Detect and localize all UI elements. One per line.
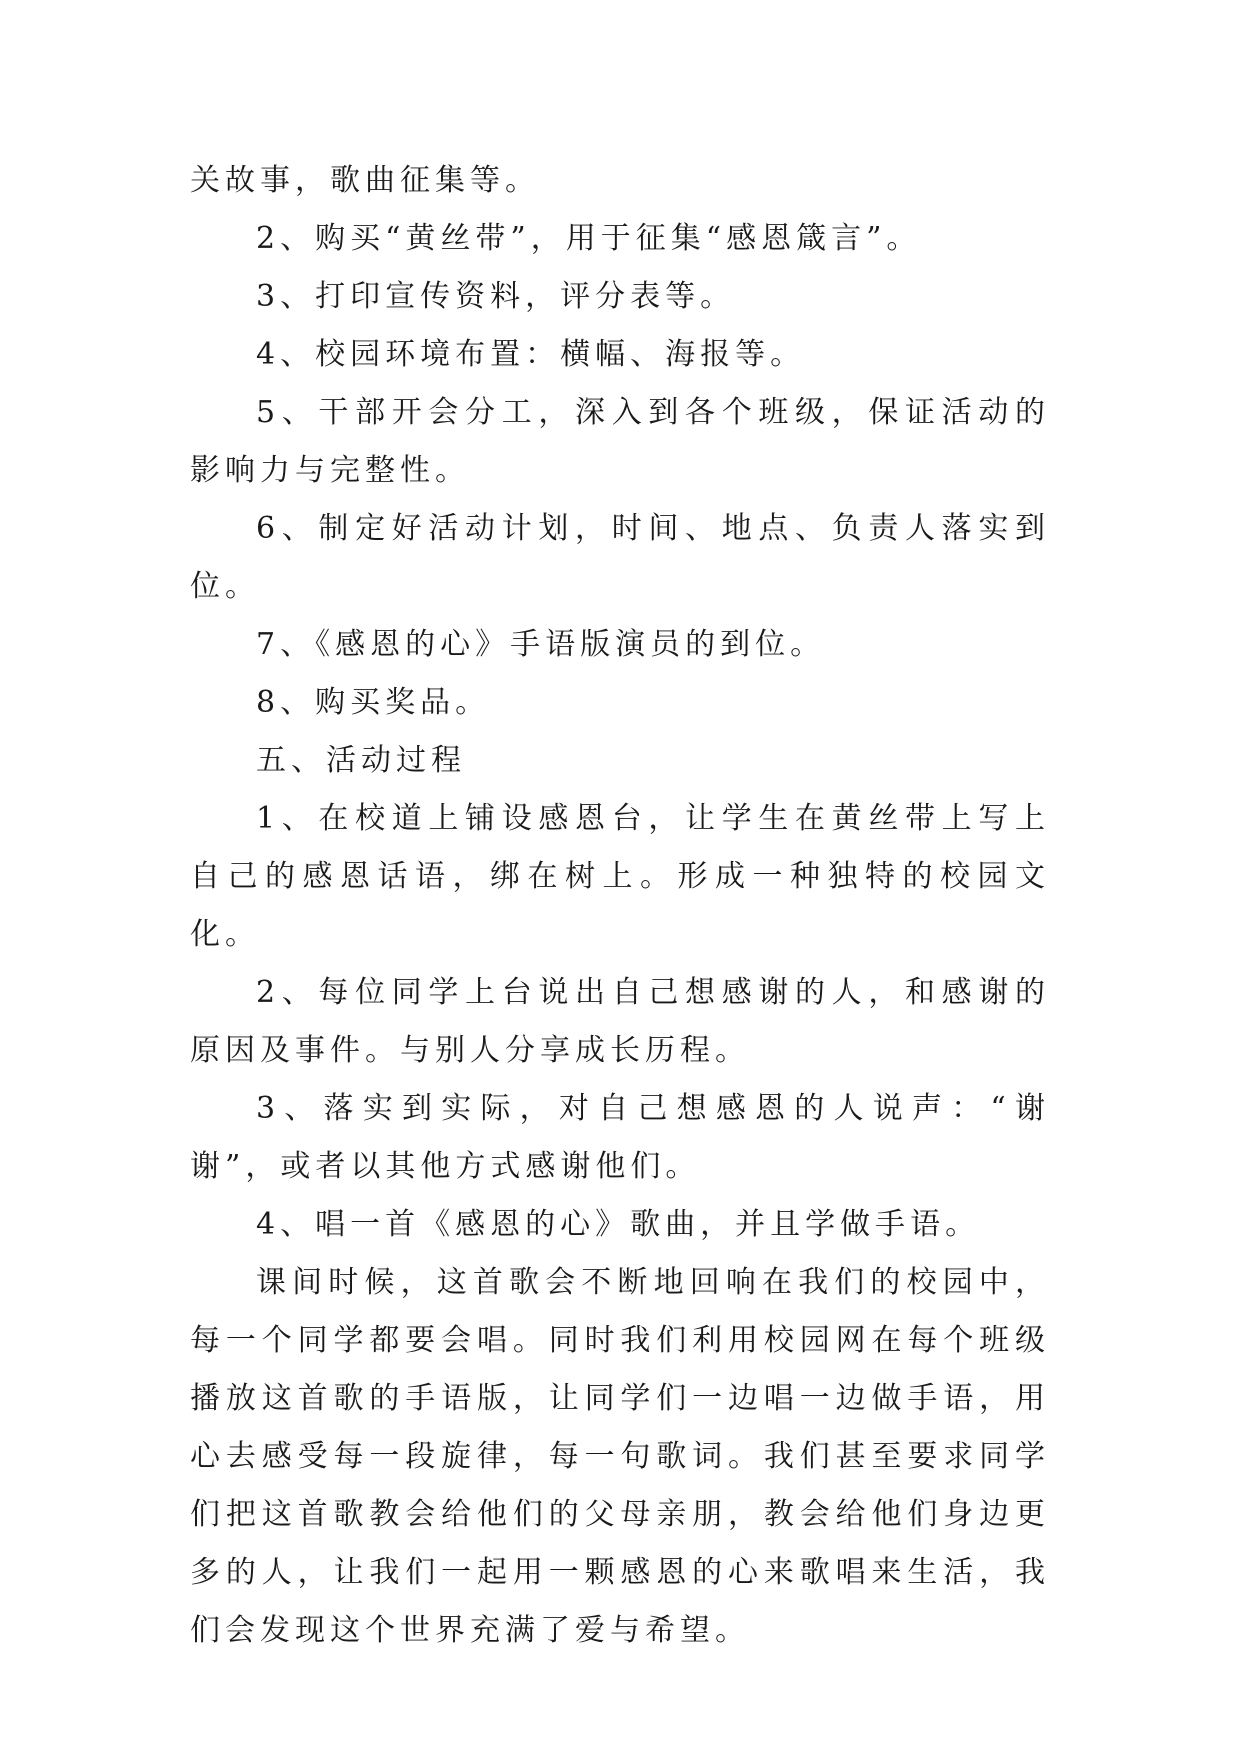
paragraph: 8、购买奖品。 bbox=[256, 685, 491, 720]
document-body bbox=[190, 152, 1050, 1660]
paragraph: 关故事，歌曲征集等。 bbox=[190, 163, 540, 198]
paragraph: 6、制定好活动计划，时间、地点、负责人落实到位。 bbox=[190, 511, 1050, 604]
paragraph: 3、打印宣传资料，评分表等。 bbox=[256, 279, 736, 314]
paragraph: 4、校园环境布置：横幅、海报等。 bbox=[256, 337, 806, 372]
paragraph: 课间时候，这首歌会不断地回响在我们的校园中，每一个同学都要会唱。同时我们利用校园网在每个班级播放这首歌的手语版，让同学们一边唱一边做手语，用心去感受每一段旋律，每一句歌词。我们甚至要求同学们把这首歌教会给他们的父母亲朋，教会给他们身边更多的人，让我们一起用一颗感恩的心来歌唱来生活，我们会发现这个世界充满了爱与希望。 bbox=[190, 1265, 1050, 1648]
paragraph: 5、干部开会分工，深入到各个班级，保证活动的影响力与完整性。 bbox=[190, 395, 1050, 488]
paragraph: 4、唱一首《感恩的心》歌曲，并且学做手语。 bbox=[256, 1207, 981, 1242]
paragraph: 2、购买“黄丝带”，用于征集“感恩箴言”。 bbox=[256, 221, 922, 256]
paragraph: 3、落实到实际，对自己想感恩的人说声：“谢谢”，或者以其他方式感谢他们。 bbox=[190, 1091, 1050, 1184]
section-heading: 五、活动过程 bbox=[256, 743, 466, 778]
paragraph: 2、每位同学上台说出自己想感谢的人，和感谢的原因及事件。与别人分享成长历程。 bbox=[190, 975, 1050, 1068]
paragraph: 1、在校道上铺设感恩台，让学生在黄丝带上写上自己的感恩话语，绑在树上。形成一种独特的校园文化。 bbox=[190, 801, 1050, 952]
paragraph: 7、《感恩的心》手语版演员的到位。 bbox=[256, 627, 826, 662]
